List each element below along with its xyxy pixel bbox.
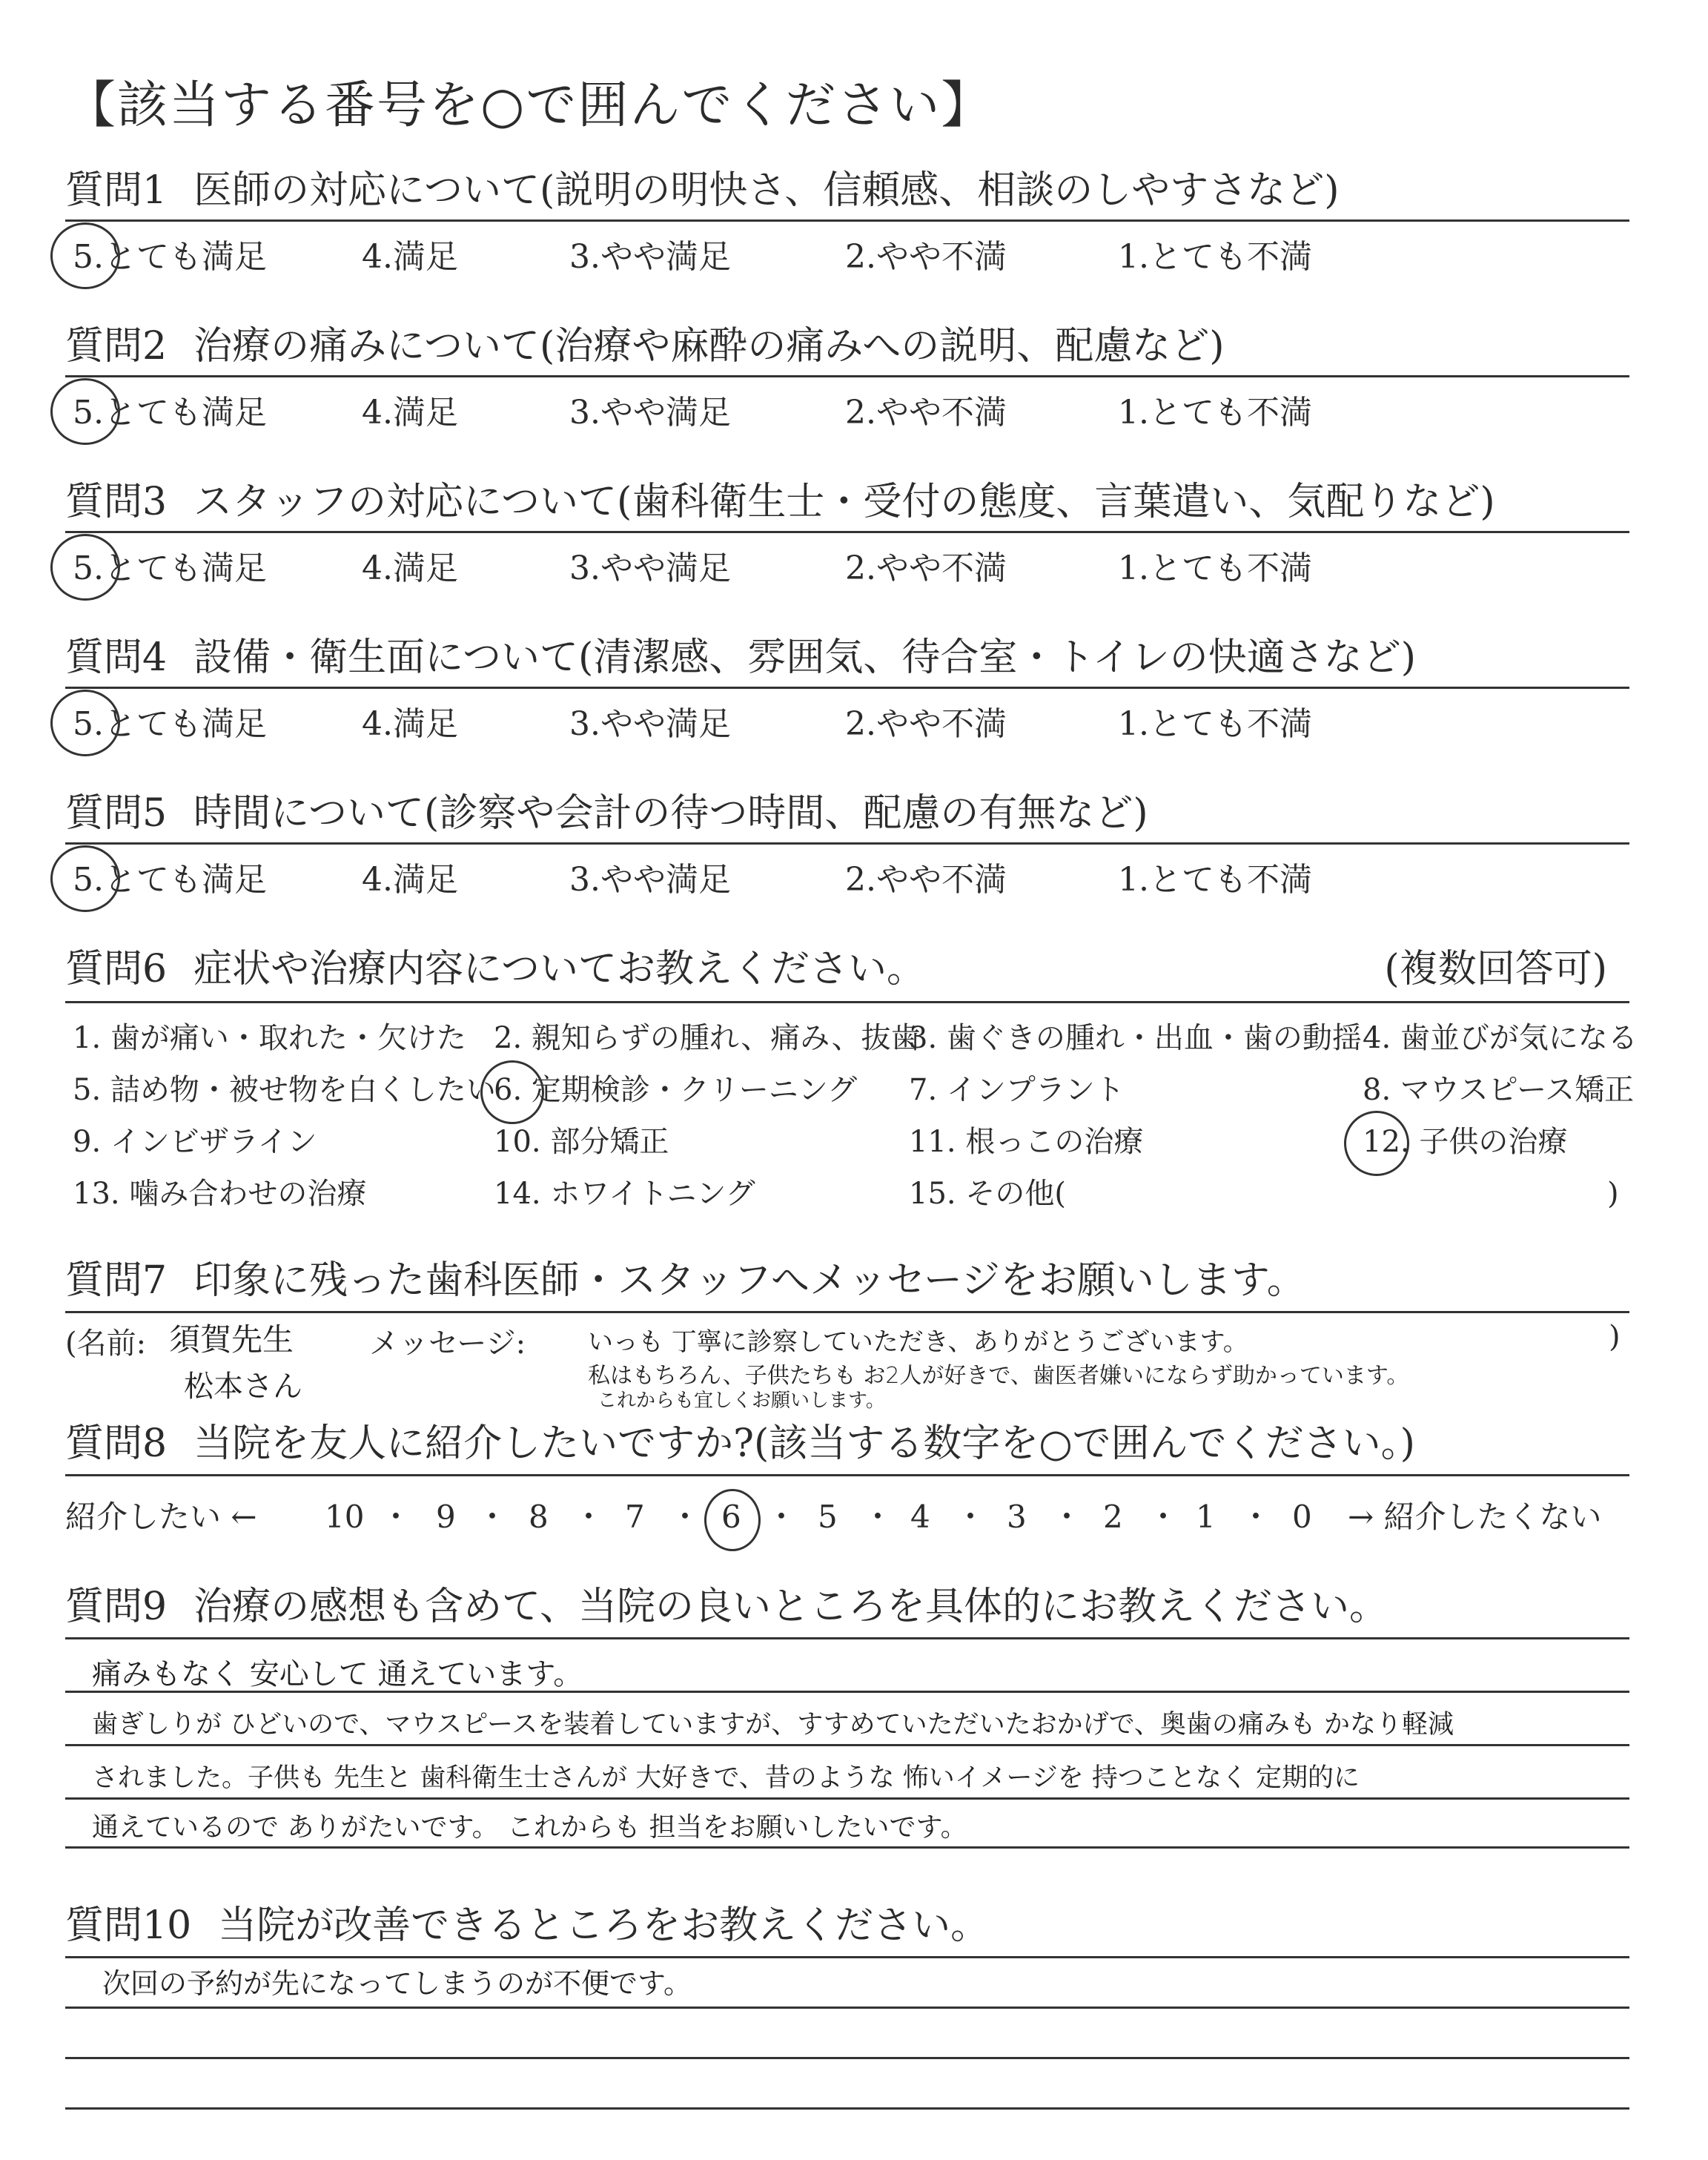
- option-5[interactable]: 5.とても満足: [73, 394, 267, 432]
- comment-line-4: 通えているので ありがたいです。 これからも 担当をお願いしたいです。: [92, 1812, 967, 1843]
- selection-circle: [50, 534, 120, 601]
- question-3: [65, 475, 1629, 608]
- improvement-line-1: 次回の予約が先になってしまうのが不便です。: [102, 1967, 692, 2000]
- question-1: [65, 163, 1629, 297]
- treatment-option-9[interactable]: 9. インビザライン: [73, 1125, 317, 1159]
- question-number: 質問10: [65, 1903, 192, 1948]
- divider: [65, 1956, 1629, 1958]
- option-3[interactable]: 3.やや満足: [569, 238, 731, 276]
- comment-line-3: されました。子供も 先生と 歯科衛生士さんが 大好きで、昔のような 怖いイメージを 持つことなく 定期的に: [92, 1763, 1360, 1793]
- question-text: 治療の痛みについて(治療や麻酔の痛みへの説明、配慮など): [193, 324, 1225, 369]
- comment-line-1: 痛みもなく 安心して 通えています。: [92, 1657, 583, 1691]
- treatment-option-10[interactable]: 10. 部分矯正: [494, 1125, 669, 1159]
- writing-line: [65, 1744, 1629, 1746]
- scale-4[interactable]: 4: [910, 1499, 930, 1535]
- question-7: [65, 1253, 1629, 1412]
- question-number: 質問5: [65, 791, 168, 836]
- writing-line: [65, 1691, 1629, 1693]
- selection-circle: [50, 690, 120, 756]
- option-5[interactable]: 5.とても満足: [73, 238, 267, 276]
- question-number: 質問2: [65, 324, 168, 369]
- question-9: [65, 1579, 1629, 1854]
- option-2[interactable]: 2.やや不満: [845, 394, 1007, 432]
- option-3[interactable]: 3.やや満足: [569, 705, 731, 743]
- question-text: 当院が改善できるところをお教えください。: [218, 1903, 990, 1948]
- option-5[interactable]: 5.とても満足: [73, 861, 267, 899]
- option-1[interactable]: 1.とても不満: [1118, 394, 1312, 432]
- divider: [65, 531, 1629, 533]
- option-3[interactable]: 3.やや満足: [569, 394, 731, 432]
- selection-circle: [704, 1489, 761, 1551]
- option-4[interactable]: 4.満足: [362, 549, 458, 587]
- question-text: 設備・衛生面について(清潔感、雰囲気、待合室・トイレの快適さなど): [193, 635, 1417, 680]
- question-text: スタッフの対応について(歯科衛生士・受付の態度、言葉遣い、気配りなど): [193, 480, 1495, 524]
- writing-line: [65, 2057, 1629, 2059]
- option-4[interactable]: 4.満足: [362, 705, 458, 743]
- scale-6[interactable]: 6: [721, 1499, 741, 1535]
- question-text: 印象に残った歯科医師・スタッフへメッセージをお願いします。: [193, 1258, 1305, 1303]
- question-number: 質問3: [65, 480, 168, 524]
- option-4[interactable]: 4.満足: [362, 861, 458, 899]
- divider: [65, 375, 1629, 377]
- option-4[interactable]: 4.満足: [362, 394, 458, 432]
- treatment-option-3[interactable]: 3. 歯ぐきの腫れ・出血・歯の動揺: [909, 1021, 1362, 1055]
- rating-options: [65, 543, 1629, 595]
- option-2[interactable]: 2.やや不満: [845, 705, 1007, 743]
- rating-options: [65, 854, 1629, 906]
- message-handwritten-line-1: いっも 丁寧に診察していただき、ありがとうございます。: [588, 1327, 1248, 1357]
- selection-circle: [50, 222, 120, 289]
- selection-circle: [1344, 1111, 1409, 1176]
- divider: [65, 1474, 1629, 1476]
- selection-circle: [50, 845, 120, 912]
- option-1[interactable]: 1.とても不満: [1118, 705, 1312, 743]
- treatment-option-14[interactable]: 14. ホワイトニング: [494, 1177, 755, 1211]
- scale-10[interactable]: 10: [325, 1499, 365, 1535]
- treatment-option-13[interactable]: 13. 噛み合わせの治療: [73, 1177, 367, 1211]
- rating-options: [65, 231, 1629, 283]
- divider: [65, 842, 1629, 845]
- name-label: (名前:: [65, 1327, 147, 1361]
- scale-8[interactable]: 8: [529, 1499, 549, 1535]
- rating-options: [65, 387, 1629, 439]
- scale-right-label: → 紹介したくない: [1348, 1499, 1602, 1535]
- question-8: [65, 1416, 1629, 1550]
- question-number: 質問9: [65, 1585, 168, 1629]
- scale-9[interactable]: 9: [436, 1499, 456, 1535]
- option-5[interactable]: 5.とても満足: [73, 705, 267, 743]
- scale-left-label: 紹介したい ←: [65, 1499, 257, 1535]
- question-number: 質問1: [65, 168, 168, 213]
- message-label: メッセージ:: [369, 1327, 526, 1361]
- divider: [65, 1637, 1629, 1639]
- option-2[interactable]: 2.やや不満: [845, 238, 1007, 276]
- question-text: 症状や治療内容についてお教えください。: [193, 947, 926, 991]
- selection-circle: [480, 1060, 544, 1124]
- option-3[interactable]: 3.やや満足: [569, 549, 731, 587]
- option-2[interactable]: 2.やや不満: [845, 549, 1007, 587]
- question-10: [65, 1898, 1629, 2143]
- option-4[interactable]: 4.満足: [362, 238, 458, 276]
- scale-3[interactable]: 3: [1007, 1499, 1027, 1535]
- option-1[interactable]: 1.とても不満: [1118, 861, 1312, 899]
- divider: [65, 1001, 1629, 1003]
- option-5[interactable]: 5.とても満足: [73, 549, 267, 587]
- writing-line: [65, 2007, 1629, 2009]
- divider: [65, 1311, 1629, 1313]
- option-2[interactable]: 2.やや不満: [845, 861, 1007, 899]
- question-5: [65, 786, 1629, 919]
- message-handwritten-line-3: これからも宜しくお願いします。: [598, 1390, 885, 1412]
- rating-options: [65, 698, 1629, 750]
- treatment-option-2[interactable]: 2. 親知らずの腫れ、痛み、抜歯: [494, 1021, 921, 1055]
- multiple-answer-note: (複数回答可): [1384, 947, 1607, 991]
- treatment-option-7[interactable]: 7. インプラント: [909, 1073, 1125, 1107]
- question-number: 質問4: [65, 635, 168, 680]
- treatment-option-12[interactable]: 12. 子供の治療: [1363, 1125, 1568, 1159]
- selection-circle: [50, 378, 120, 445]
- scale-7[interactable]: 7: [625, 1499, 645, 1535]
- writing-line: [65, 1797, 1629, 1800]
- treatment-option-6[interactable]: 6. 定期検診・クリーニング: [494, 1073, 858, 1107]
- treatment-option-4[interactable]: 4. 歯並びが気になる: [1363, 1021, 1638, 1055]
- name-handwritten-2: 松本さん: [184, 1370, 302, 1404]
- question-text: 当院を友人に紹介したいですか?(該当する数字を○で囲んでください。): [193, 1421, 1415, 1466]
- other-close-paren: ): [1607, 1177, 1619, 1211]
- writing-line: [65, 2107, 1629, 2110]
- question-number: 質問6: [65, 947, 168, 991]
- scale-1[interactable]: 1: [1196, 1499, 1216, 1535]
- message-close-paren: ): [1609, 1320, 1621, 1354]
- treatment-option-11[interactable]: 11. 根っこの治療: [909, 1125, 1144, 1159]
- scale-2[interactable]: 2: [1103, 1499, 1123, 1535]
- question-text: 医師の対応について(説明の明快さ、信頼感、相談のしやすさなど): [193, 168, 1340, 213]
- question-2: [65, 319, 1629, 452]
- name-handwritten-1: 須賀先生: [169, 1321, 294, 1358]
- divider: [65, 219, 1629, 222]
- treatment-option-1[interactable]: 1. 歯が痛い・取れた・欠けた: [73, 1021, 466, 1055]
- question-text: 時間について(診察や会計の待つ時間、配慮の有無など): [193, 791, 1148, 836]
- treatment-option-5[interactable]: 5. 詰め物・被せ物を白くしたい: [73, 1073, 496, 1107]
- divider: [65, 687, 1629, 689]
- question-6: [65, 942, 1638, 1211]
- page-title: 【該当する番号を○で囲んでください】: [65, 76, 993, 135]
- option-1[interactable]: 1.とても不満: [1118, 238, 1312, 276]
- scale-0[interactable]: 0: [1292, 1499, 1312, 1535]
- writing-line: [65, 1846, 1629, 1849]
- referral-scale: 紹介したい ← 10 ・ 9 ・ 8 ・ 7 ・ 6 ・ 5 ・ 4 ・ 3 ・ 2 ・ 1 ・ 0 → 紹介したくない: [65, 1487, 1629, 1547]
- question-text: 治療の感想も含めて、当院の良いところを具体的にお教えください。: [193, 1585, 1388, 1629]
- question-number: 質問8: [65, 1421, 168, 1466]
- message-handwritten-line-2: 私はもちろん、子供たちも お2人が好きで、歯医者嫌いにならず助かっています。: [588, 1363, 1409, 1389]
- comment-line-2: 歯ぎしりが ひどいので、マウスピースを装着していますが、すすめていただいたおかげで、奥歯の痛みも かなり軽減: [92, 1710, 1454, 1740]
- treatment-option-8[interactable]: 8. マウスピース矯正: [1363, 1073, 1635, 1107]
- option-3[interactable]: 3.やや満足: [569, 861, 731, 899]
- option-1[interactable]: 1.とても不満: [1118, 549, 1312, 587]
- treatment-option-15[interactable]: 15. その他(: [909, 1177, 1066, 1211]
- question-4: [65, 630, 1629, 764]
- question-number: 質問7: [65, 1258, 168, 1303]
- scale-5[interactable]: 5: [818, 1499, 838, 1535]
